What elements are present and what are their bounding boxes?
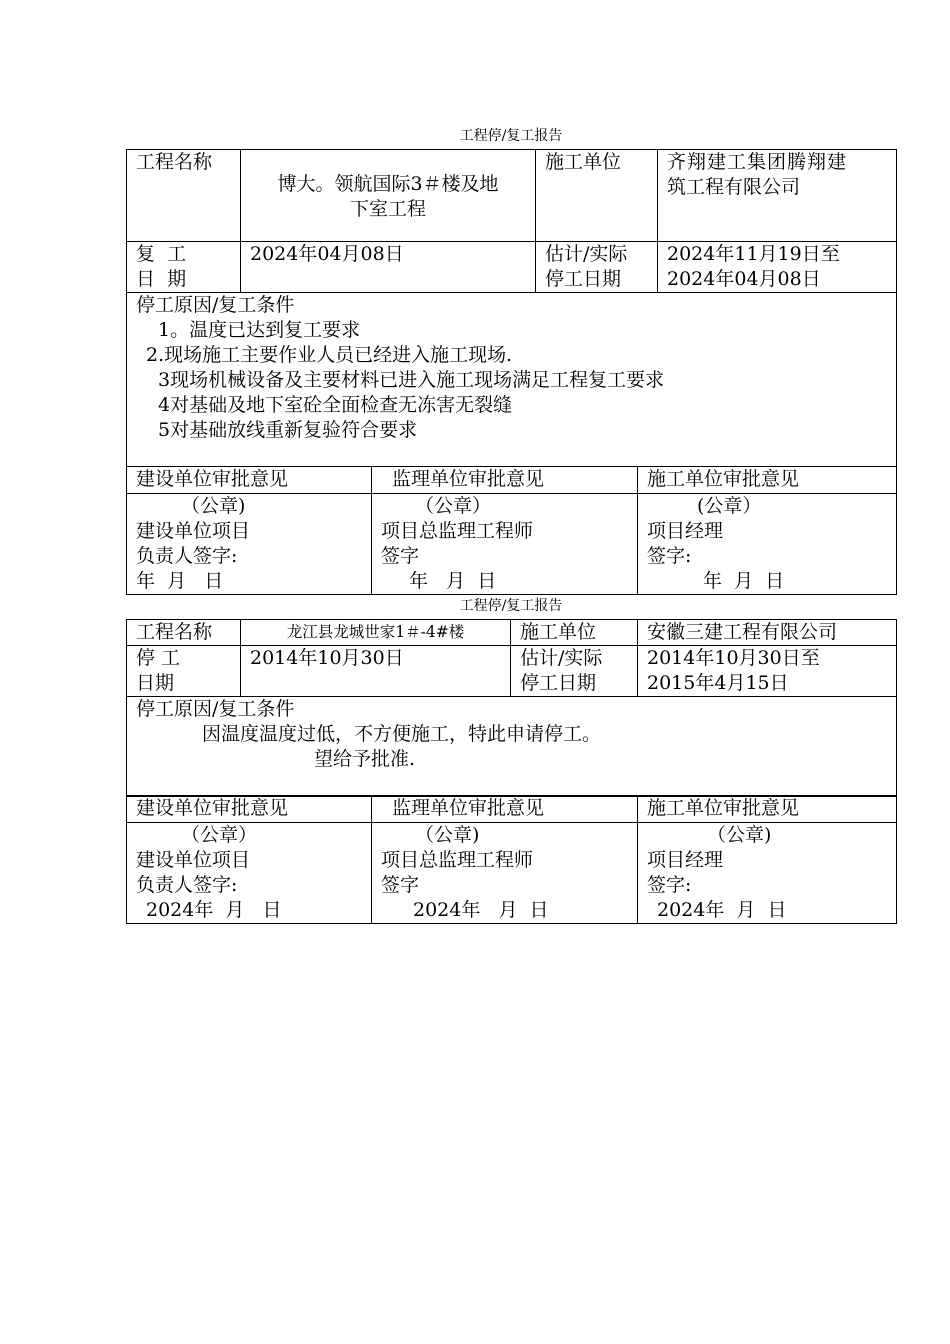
report1-row-reasons — [127, 293, 897, 467]
report2-owner-seal: （公章） — [181, 824, 258, 846]
report1-reason-2: 2.现场施工主要作业人员已经进入施工现场. — [146, 344, 513, 366]
report1-contractor-value: 齐翔建工集团腾翔建 筑工程有限公司 — [658, 150, 897, 242]
report2-title: 工程停/复工报告 — [459, 598, 563, 614]
report2-owner-date: 2024年 月 日 — [146, 899, 282, 921]
report1-row-dates — [127, 242, 897, 293]
report1-contractor-seal: (公章） — [697, 495, 762, 517]
report2-supervisor-seal: （公章) — [415, 824, 480, 846]
report1-top-table — [126, 149, 897, 467]
report1-supervisor-date: 年 月 日 — [409, 570, 497, 592]
report1-approval-table — [126, 466, 897, 595]
report2-project-name-value: 龙江县龙城世家1＃-4#楼 — [241, 620, 511, 646]
report1-stop-date-value: 2024年11月19日至 2024年04月08日 — [658, 242, 897, 293]
report1-reason-label: 停工原因/复工条件 — [136, 294, 295, 316]
report1-approval-header — [127, 467, 897, 494]
report2-reason-label: 停工原因/复工条件 — [136, 698, 295, 720]
report2-approval-contractor-label: 施工单位审批意见 — [638, 796, 897, 823]
report2-reason-2: 望给予批准. — [314, 748, 416, 770]
report2-owner-sign: （公章） 建设单位项目 负责人签字: 2024年 月 日 — [127, 823, 372, 924]
report1-owner-date: 年 月 日 — [136, 570, 224, 592]
report2-contractor-label: 施工单位 — [511, 620, 638, 646]
report2-approval-sign — [127, 823, 897, 924]
report1-stop-date-label: 估计/实际 停工日期 — [536, 242, 658, 293]
report2-approval-table — [126, 795, 897, 924]
report1-project-name-label: 工程名称 — [127, 150, 241, 242]
report2-approval-owner-label: 建设单位审批意见 — [127, 796, 372, 823]
report2-row-reasons — [127, 697, 897, 797]
report2-project-name-label: 工程名称 — [127, 620, 241, 646]
report2-approval-supervisor-label: 监理单位审批意见 — [372, 796, 638, 823]
report1-owner-sign: （公章) 建设单位项目 负责人签字: 年 月 日 — [127, 494, 372, 595]
report2-contractor-date: 2024年 月 日 — [657, 899, 787, 921]
report2-est-label: 估计/实际 停工日期 — [511, 646, 638, 697]
report2-est-value: 2014年10月30日至 2015年4月15日 — [638, 646, 897, 697]
report2-row-project — [127, 620, 897, 646]
report2-stop-value: 2014年10月30日 — [241, 646, 511, 697]
report1-approval-owner-label: 建设单位审批意见 — [127, 467, 372, 494]
report2-row-dates — [127, 646, 897, 697]
report1-title: 工程停/复工报告 — [459, 128, 563, 144]
report2-reason-1: 因温度温度过低，不方便施工，特此申请停工。 — [202, 723, 602, 745]
report1-reason-5: 5对基础放线重新复验符合要求 — [158, 419, 418, 441]
report1-reason-4: 4对基础及地下室砼全面检查无冻害无裂缝 — [158, 394, 513, 416]
report1-reasons — [127, 293, 897, 467]
report1-resume-date-label: 复 工 日 期 — [127, 242, 241, 293]
report1-reason-3: 3现场机械设备及主要材料已进入施工现场满足工程复工要求 — [158, 369, 665, 391]
report2-contractor-seal: （公章) — [707, 824, 772, 846]
report2-contractor-sign: （公章) 项目经理 签字: 2024年 月 日 — [638, 823, 897, 924]
report2-reasons — [127, 697, 897, 797]
report2-stop-label: 停 工 日期 — [127, 646, 241, 697]
report1-contractor-sign: (公章） 项目经理 签字: 年 月 日 — [638, 494, 897, 595]
report2-supervisor-date: 2024年 月 日 — [413, 899, 549, 921]
report1-contractor-date: 年 月 日 — [703, 570, 785, 592]
report2-contractor-value: 安徽三建工程有限公司 — [638, 620, 897, 646]
report1-approval-sign — [127, 494, 897, 595]
report1-approval-supervisor-label: 监理单位审批意见 — [372, 467, 638, 494]
report1-reason-1: 1。温度已达到复工要求 — [158, 319, 361, 341]
report1-resume-date-value: 2024年04月08日 — [241, 242, 536, 293]
report1-project-name-value: 博大。领航国际3＃楼及地 下室工程 — [241, 150, 536, 242]
report2-top-table — [126, 619, 897, 797]
report1-approval-contractor-label: 施工单位审批意见 — [638, 467, 897, 494]
report1-contractor-label: 施工单位 — [536, 150, 658, 242]
report2-approval-header — [127, 796, 897, 823]
report2-supervisor-sign: （公章) 项目总监理工程师 签字 2024年 月 日 — [372, 823, 638, 924]
report1-row-project — [127, 150, 897, 242]
report1-owner-seal: （公章) — [181, 495, 246, 517]
report1-supervisor-sign: （公章） 项目总监理工程师 签字 年 月 日 — [372, 494, 638, 595]
report1-supervisor-seal: （公章） — [415, 495, 492, 517]
